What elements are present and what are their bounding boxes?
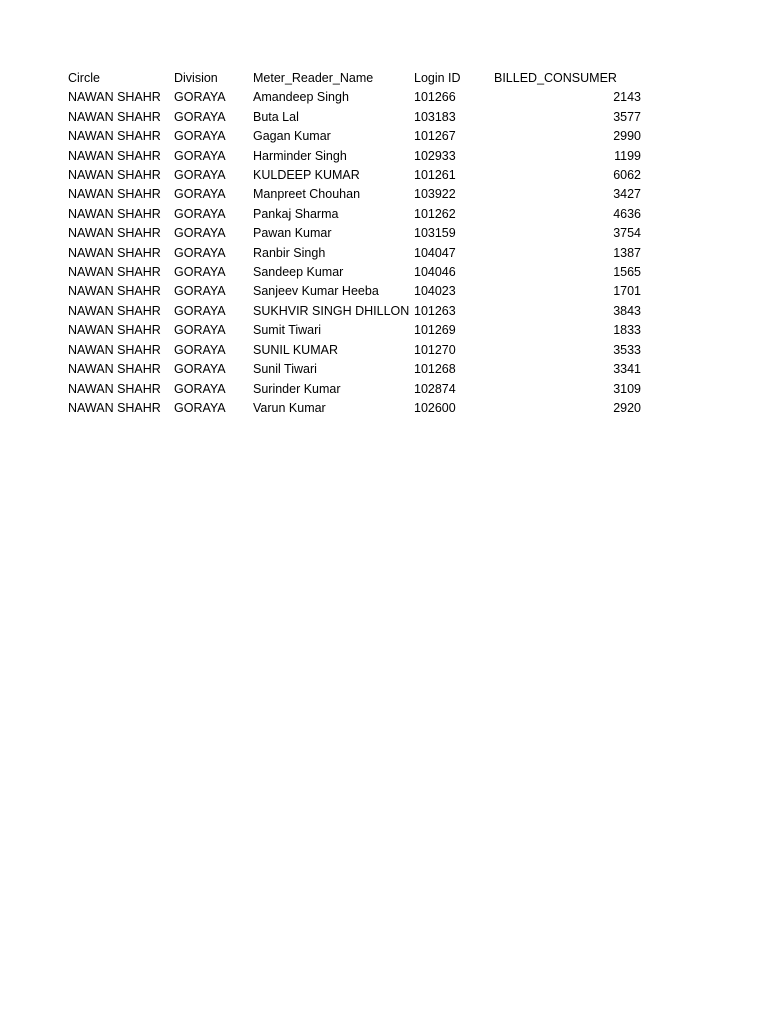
cell-billed-consumer: 2990 [613, 129, 641, 144]
cell-meter-reader-name: Ranbir Singh [253, 245, 326, 260]
table-row [68, 380, 648, 399]
cell-billed-consumer: 1701 [613, 284, 641, 299]
cell-billed-consumer: 1199 [614, 148, 641, 163]
cell-billed-consumer: 2143 [613, 90, 641, 105]
cell-division: GORAYA [174, 342, 226, 357]
header-billed-consumer: BILLED_CONSUMER [494, 71, 617, 85]
table-row [68, 282, 648, 301]
cell-circle: NAWAN SHAHR [68, 323, 161, 338]
cell-billed-consumer: 3533 [613, 342, 641, 357]
header-login-id: Login ID [414, 71, 461, 85]
cell-meter-reader-name: Sumit Tiwari [253, 323, 322, 338]
cell-circle: NAWAN SHAHR [68, 362, 161, 377]
cell-login-id: 102874 [414, 381, 456, 396]
cell-meter-reader-name: Buta Lal [253, 109, 299, 124]
cell-meter-reader-name: SUKHVIR SINGH DHILLON [253, 303, 410, 318]
table-row [68, 341, 648, 360]
cell-division: GORAYA [174, 400, 226, 415]
cell-login-id: 101266 [414, 90, 456, 105]
cell-meter-reader-name: SUNIL KUMAR [253, 342, 338, 357]
table-row [68, 205, 648, 224]
cell-login-id: 103183 [414, 109, 456, 124]
table-row [68, 263, 648, 282]
cell-circle: NAWAN SHAHR [68, 342, 161, 357]
cell-login-id: 104046 [414, 265, 456, 280]
cell-billed-consumer: 1833 [613, 323, 641, 338]
cell-login-id: 103922 [414, 187, 456, 202]
table-row [68, 147, 648, 166]
cell-circle: NAWAN SHAHR [68, 284, 161, 299]
table-row [68, 302, 648, 321]
cell-division: GORAYA [174, 303, 226, 318]
cell-circle: NAWAN SHAHR [68, 226, 161, 241]
header-division: Division [174, 71, 218, 85]
cell-login-id: 101263 [414, 303, 456, 318]
table-row [68, 108, 648, 127]
spreadsheet-page [68, 69, 648, 418]
cell-login-id: 104047 [414, 245, 456, 260]
cell-billed-consumer: 3427 [613, 187, 641, 202]
table-row [68, 166, 648, 185]
cell-division: GORAYA [174, 284, 226, 299]
cell-circle: NAWAN SHAHR [68, 90, 161, 105]
table-row [68, 399, 648, 418]
header-row [68, 69, 648, 88]
table-row [68, 244, 648, 263]
cell-circle: NAWAN SHAHR [68, 129, 161, 144]
cell-login-id: 102933 [414, 148, 456, 163]
cell-login-id: 101270 [414, 342, 456, 357]
cell-division: GORAYA [174, 90, 226, 105]
cell-circle: NAWAN SHAHR [68, 148, 161, 163]
cell-login-id: 104023 [414, 284, 456, 299]
cell-division: GORAYA [174, 148, 226, 163]
table-body [68, 88, 648, 418]
cell-division: GORAYA [174, 362, 226, 377]
cell-circle: NAWAN SHAHR [68, 168, 161, 183]
header-circle: Circle [68, 71, 100, 85]
cell-meter-reader-name: Sandeep Kumar [253, 265, 344, 280]
cell-meter-reader-name: Surinder Kumar [253, 381, 341, 396]
cell-circle: NAWAN SHAHR [68, 400, 161, 415]
cell-meter-reader-name: Manpreet Chouhan [253, 187, 361, 202]
cell-billed-consumer: 3577 [613, 109, 641, 124]
cell-billed-consumer: 1565 [613, 265, 641, 280]
cell-division: GORAYA [174, 323, 226, 338]
cell-login-id: 101262 [414, 206, 456, 221]
cell-login-id: 102600 [414, 400, 456, 415]
cell-login-id: 101267 [414, 129, 456, 144]
table-row [68, 321, 648, 340]
table-row [68, 185, 648, 204]
cell-circle: NAWAN SHAHR [68, 187, 161, 202]
cell-billed-consumer: 4636 [613, 206, 641, 221]
table-row [68, 127, 648, 146]
cell-login-id: 103159 [414, 226, 456, 241]
cell-login-id: 101268 [414, 362, 456, 377]
table-row [68, 88, 648, 107]
cell-billed-consumer: 2920 [613, 400, 641, 415]
cell-login-id: 101261 [414, 168, 456, 183]
cell-division: GORAYA [174, 168, 226, 183]
cell-division: GORAYA [174, 129, 226, 144]
cell-meter-reader-name: Sanjeev Kumar Heeba [253, 284, 379, 299]
cell-circle: NAWAN SHAHR [68, 381, 161, 396]
cell-division: GORAYA [174, 109, 226, 124]
cell-billed-consumer: 6062 [613, 168, 641, 183]
cell-division: GORAYA [174, 187, 226, 202]
cell-division: GORAYA [174, 206, 226, 221]
cell-billed-consumer: 3843 [613, 303, 641, 318]
cell-division: GORAYA [174, 265, 226, 280]
cell-meter-reader-name: Harminder Singh [253, 148, 347, 163]
cell-billed-consumer: 3754 [613, 226, 641, 241]
cell-circle: NAWAN SHAHR [68, 303, 161, 318]
cell-billed-consumer: 3109 [613, 381, 641, 396]
cell-billed-consumer: 3341 [613, 362, 641, 377]
cell-division: GORAYA [174, 226, 226, 241]
cell-circle: NAWAN SHAHR [68, 109, 161, 124]
cell-circle: NAWAN SHAHR [68, 206, 161, 221]
cell-division: GORAYA [174, 245, 226, 260]
cell-meter-reader-name: Pankaj Sharma [253, 206, 339, 221]
cell-circle: NAWAN SHAHR [68, 265, 161, 280]
cell-meter-reader-name: Sunil Tiwari [253, 362, 317, 377]
cell-division: GORAYA [174, 381, 226, 396]
cell-meter-reader-name: Amandeep Singh [253, 90, 349, 105]
cell-circle: NAWAN SHAHR [68, 245, 161, 260]
cell-meter-reader-name: Pawan Kumar [253, 226, 332, 241]
cell-login-id: 101269 [414, 323, 456, 338]
cell-meter-reader-name: KULDEEP KUMAR [253, 168, 360, 183]
cell-billed-consumer: 1387 [613, 245, 641, 260]
cell-meter-reader-name: Gagan Kumar [253, 129, 331, 144]
meter-reader-table [68, 69, 648, 418]
table-row [68, 224, 648, 243]
table-row [68, 360, 648, 379]
cell-meter-reader-name: Varun Kumar [253, 400, 326, 415]
header-meter-reader-name: Meter_Reader_Name [253, 71, 374, 85]
